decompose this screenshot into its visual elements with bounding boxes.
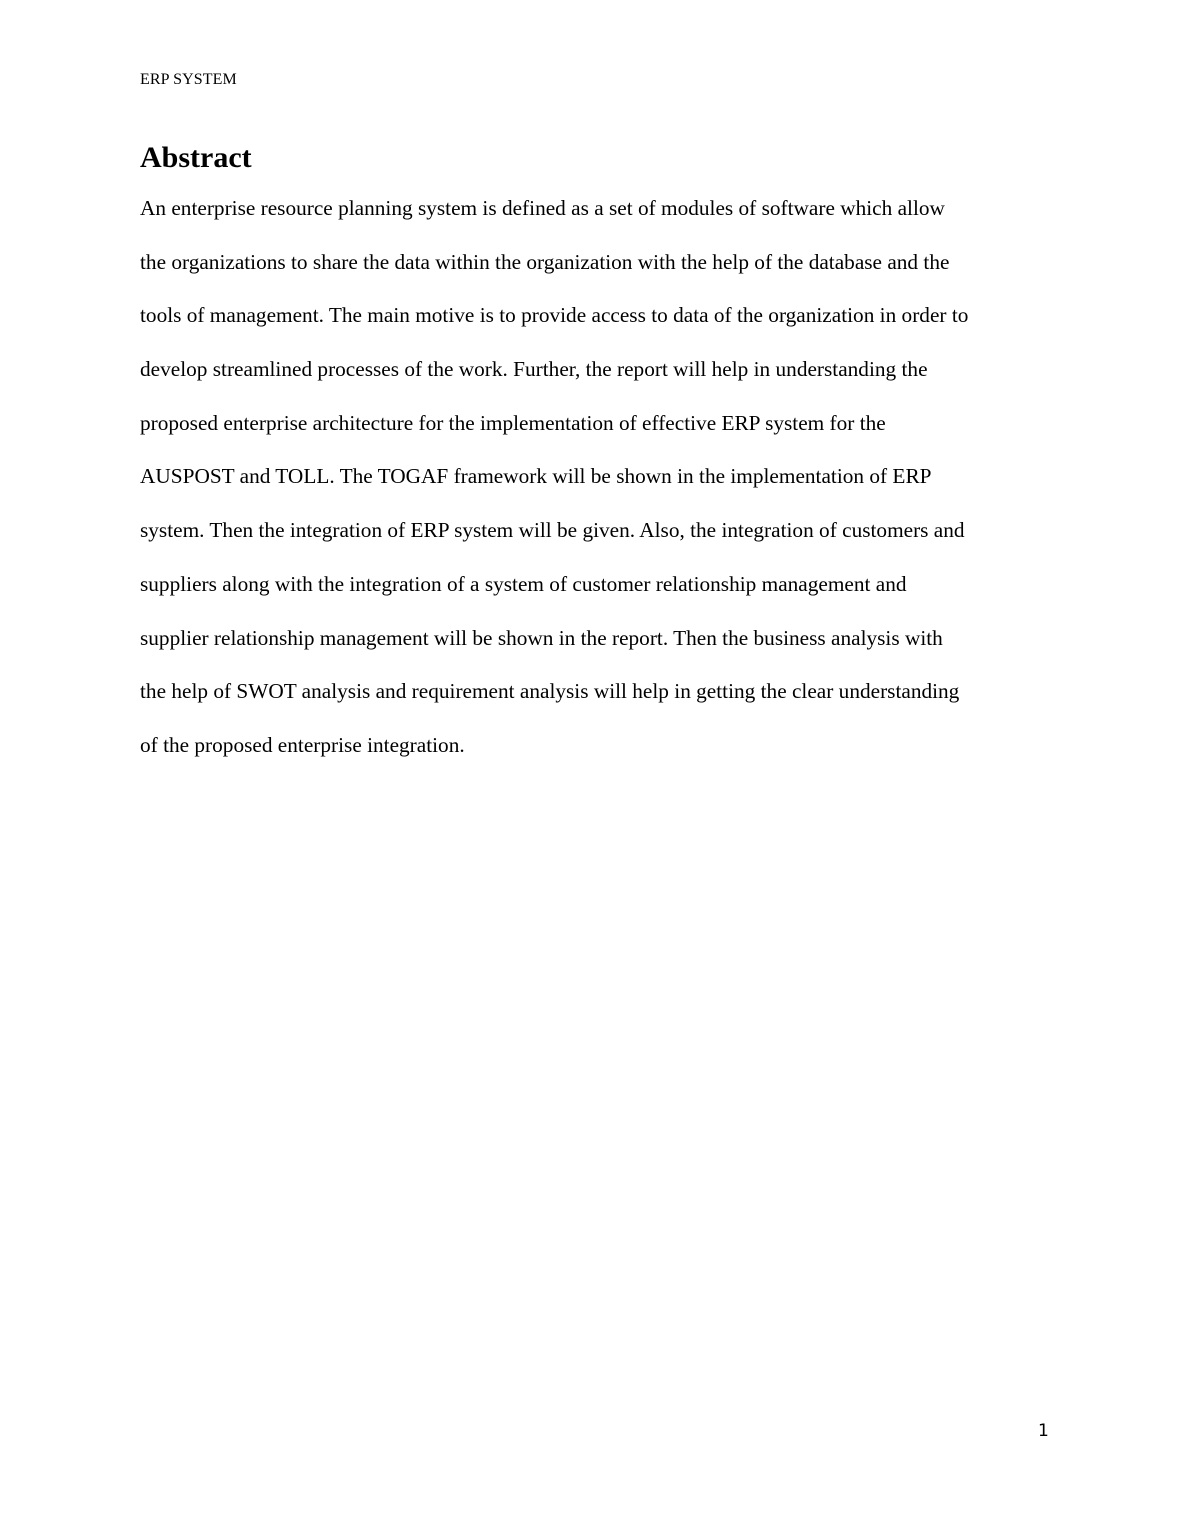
paragraph-line: suppliers along with the integration of a system of customer relationship management and [140, 571, 907, 596]
paragraph-line: develop streamlined processes of the work. Further, the report will help in understanding the [140, 357, 928, 382]
paragraph-line: of the proposed enterprise integration. [140, 732, 465, 757]
section-heading: Abstract [140, 141, 252, 174]
paragraph-line: system. Then the integration of ERP system will be given. Also, the integration of customers and [140, 518, 965, 543]
paragraph-line: tools of management. The main motive is to provide access to data of the organization in order to [140, 303, 969, 328]
page-number: 1 [1038, 1421, 1049, 1441]
paragraph-line: proposed enterprise architecture for the implementation of effective ERP system for the [140, 410, 886, 435]
abstract-paragraph [140, 194, 1080, 785]
paragraph-line: the organizations to share the data within the organization with the help of the database and the [140, 249, 950, 274]
running-header: ERP SYSTEM [140, 71, 237, 88]
paragraph-line: supplier relationship management will be shown in the report. Then the business analysis with [140, 625, 943, 650]
paragraph-line: AUSPOST and TOLL. The TOGAF framework will be shown in the implementation of ERP [140, 464, 932, 489]
paragraph-line: An enterprise resource planning system is defined as a set of modules of software which allow [140, 196, 945, 220]
paragraph-line: the help of SWOT analysis and requirement analysis will help in getting the clear understanding [140, 679, 960, 704]
